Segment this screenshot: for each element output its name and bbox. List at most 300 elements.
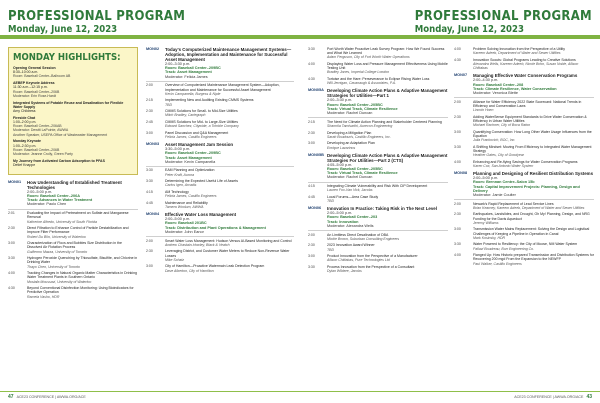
session-room: Room: Baseball 201BC: [165, 221, 207, 226]
talk-author: Felicia James, Castillo Engineers: [165, 134, 217, 139]
talk-row: [146, 264, 294, 272]
talk-body: [473, 253, 594, 266]
talk-author: Jeremy Williams: [473, 220, 499, 225]
talk-title: An Limitless Direct Desalination of DBA: [327, 232, 389, 237]
session-title: Innovation In Practice: Taking Risk in The Next Level: [327, 206, 437, 212]
talk-body: [473, 130, 594, 143]
session-block: [308, 206, 448, 273]
talk-body: [27, 271, 138, 284]
session-code: MON05B: [308, 152, 324, 157]
talk-author: Lincoln Hoen: [473, 108, 494, 113]
talk-body: [165, 131, 228, 139]
talk-author: Michael Rachner, City of Boca Raton: [473, 123, 531, 128]
talk-title: Process Innovation from the Perspective of a Consultant: [327, 264, 415, 269]
talk-time: 4:15: [308, 184, 315, 189]
talk-row: [454, 47, 594, 55]
talk-title: Determining the Expected Useful Life of Assets: [165, 179, 238, 184]
talk-time: 2:30: [454, 114, 461, 119]
talk-author: Guillermo Mazza, University of Toronto: [27, 249, 88, 254]
session-divider: [146, 166, 294, 167]
talk-body: [27, 241, 138, 254]
talk-author: Alexandra Wells, Kareem Adeeb, Nicole Brion, Susan Noble, Allison Chittabas: [473, 62, 579, 71]
talk-time: 2:00: [454, 99, 461, 104]
talk-time: 3:30: [454, 242, 461, 247]
session-moderator: Moderator: Felicia James: [165, 74, 208, 79]
session-header: [146, 47, 294, 62]
session-track: Track: Virtual Track, Climate Resilience: [327, 106, 398, 111]
highlight-time: 1:00–2:30 p.m.: [13, 143, 37, 148]
talk-body: [27, 211, 138, 224]
session-room: Room: Baseball Center–205BC: [327, 166, 383, 171]
footer-rule: [0, 391, 300, 392]
page-number: 47: [8, 394, 14, 400]
highlight-extra: Another Speaker, USEPA Office of Wastewater Management: [13, 132, 108, 137]
talk-author: Will Jernigan, Cavanaugh & Associates, P.A.: [327, 81, 397, 86]
session-title: Managing Effective Water Conservation Programs: [473, 73, 578, 79]
talk-time: 2:00: [146, 83, 153, 88]
session-room: Room: Baseball Center–205BC: [327, 102, 383, 107]
talk-time: 3:30: [146, 168, 153, 173]
talk-row: [308, 131, 448, 139]
talk-author: Lauren Fox-Van Vick, Jacobs: [327, 188, 373, 193]
talk-time: 3:00: [454, 227, 461, 232]
talk-title: Leveraging District, and Customer Water Meters to Reduce Non-Revenue Water Losses: [165, 249, 290, 258]
session-block: [146, 47, 294, 139]
talk-row: [308, 195, 448, 203]
talk-time: 2:00: [146, 238, 153, 243]
talk-title: AM Technology: [165, 190, 189, 195]
session-code: MON06: [308, 206, 322, 211]
talk-body: [473, 115, 594, 128]
talk-title: City of Hamilton—Proactive Watermain Leak Detection Program: [165, 264, 265, 269]
session-time: 3:30–5:00 p.m.: [165, 147, 191, 152]
header-stripe: [0, 35, 300, 39]
talk-row: [8, 241, 138, 254]
talk-author: Pallavi Boudreau, Burr Engineering Co.: [473, 246, 535, 251]
session-code: MON02: [146, 47, 160, 51]
talk-author: Enrique Lazarinos: [327, 145, 356, 150]
session-divider: [454, 199, 594, 200]
talk-author: Felicia James, Castillo Engineers: [165, 194, 217, 199]
talk-row: [454, 242, 594, 250]
talk-body: [27, 226, 138, 239]
talk-body: [165, 239, 292, 247]
footer-rule: [300, 391, 600, 392]
talk-title: Developing an Adaptation Plan: [327, 141, 375, 146]
highlight-moderator: Moderator: Dewitt LaPointe, AWWA: [13, 128, 69, 133]
talk-title: Innovation Scouts: Global Programs Leading to Creative Solutions: [473, 57, 576, 62]
talk-row: [8, 211, 138, 224]
session-moderator: Moderator: Paolo Chen: [27, 202, 67, 207]
talk-row: [146, 201, 294, 209]
session-track: Track: Innovation: [327, 219, 359, 224]
talk-body: [327, 184, 427, 192]
talk-author: Karen Cox, San Antonio Water System: [473, 163, 534, 168]
footer-text: ACE23 CONFERENCE | AWWA.ORG/ACE: [514, 395, 584, 399]
talk-body: [327, 77, 429, 85]
talk-title: Adding WaterSense Equipment Standards to Drive Water Conservation & Efficiency in Urban Water Utilities: [473, 114, 587, 123]
talk-author: Julia Frankovich, BOC, Inc.: [473, 138, 516, 143]
session-time: 2:00–4:30 p.m.: [473, 78, 499, 83]
session-meta: [454, 78, 594, 95]
highlight-name: Opening General Session: [13, 66, 56, 70]
talk-row: [454, 130, 594, 143]
session-divider: [8, 209, 138, 210]
talk-row: [454, 253, 594, 266]
talk-title: CMMS Solutions for Mid- to Large-Size Utilities: [165, 119, 238, 124]
talk-title: Panel Discussion and Q&A Management: [165, 130, 229, 135]
talk-body: [165, 179, 238, 187]
highlight-name: AEBEP Keynote Address: [13, 81, 55, 86]
talk-title: Direct Filtration to Enhance Control of Particle Destabilization and Improve Filter Performance: [27, 226, 129, 235]
talk-body: [473, 160, 578, 168]
talk-author: Peter Kraft, Aurora: [165, 172, 195, 177]
talk-author: Kevin Campanella, Burgess & Niple: [165, 91, 221, 96]
talk-body: [165, 190, 217, 198]
talk-body: [327, 62, 448, 75]
talk-title: Alliance for Water Efficiency 2022 State Scorecard: National Trends in Efficiency and Conservation Laws: [473, 99, 582, 108]
talk-time: 3:00: [308, 141, 315, 146]
talk-title: Implementing New and Auditing Existing CMMS Systems: [165, 98, 254, 103]
talk-author: Carlos Igen, Arcadis: [165, 183, 197, 188]
session-moderator: Moderator: John Eanor: [165, 229, 204, 234]
header-stripe: [300, 35, 600, 39]
page-date: Monday, June 12, 2023: [8, 24, 118, 35]
highlight-time: Amy Childress: [13, 109, 36, 114]
talk-title: Water Powered to Resiliency: the City of Moose, NM Water System: [473, 242, 578, 247]
session-track: Track: Asset Management: [165, 70, 212, 75]
talk-title: Local Forums—Area Case Study: [327, 194, 379, 199]
talk-author: Thayo Chen, University of Toronto: [27, 264, 80, 269]
left-column-1: [8, 47, 138, 389]
session-track: Track: Capital Improvement Projects: Planning, Design and Delivery: [473, 184, 580, 193]
highlight-time: 1:00–2:00 p.m.: [13, 120, 37, 125]
talk-author: Adam Ferguson, City of Fort Worth Water Operations: [327, 55, 410, 60]
highlight-name: Monday Keynote: [13, 139, 42, 144]
talk-time: 2:30: [308, 243, 315, 248]
talk-time: 2:45: [146, 119, 153, 124]
session-meta: [308, 98, 448, 115]
talk-body: [165, 109, 238, 117]
talk-body: [27, 286, 138, 299]
talk-row: [308, 265, 448, 273]
session-divider: [146, 236, 294, 237]
session-room: Room: Baseball Center–208: [473, 82, 524, 87]
session-time: 2:00–3:30 p.m.: [165, 62, 191, 66]
talk-row: [8, 226, 138, 239]
session-block: [8, 180, 138, 299]
session-block: [308, 88, 448, 149]
highlight-name: Fireside Chat: [13, 115, 36, 120]
talk-title: Quantifying Conservation: How Long Other Water Usage Influences from the Equation: [473, 129, 592, 138]
session-block: [454, 47, 594, 70]
talk-row: [308, 120, 448, 128]
talk-title: Newark's Rapid Replacement of Lead Service Lines: [473, 201, 554, 206]
session-code: MON03: [146, 142, 160, 147]
talk-time: 3:30: [308, 264, 315, 269]
talk-body: [473, 47, 565, 55]
talk-body: [327, 254, 418, 262]
talk-title: Overview of Computerized Maintenance Management System—Adoption, Implementation and Maintenance for Successful Asset Management: [165, 83, 280, 92]
talk-author: TBD: [327, 199, 334, 204]
talk-author: Robert Du Blin, University of Waterloo: [27, 234, 86, 239]
talk-body: [327, 120, 442, 128]
session-divider: [308, 230, 448, 231]
talk-author: Bradley Jones, Imperial College London: [327, 70, 390, 75]
highlight-time: 11:30 a.m.–12:15 p.m.: [13, 85, 48, 90]
talk-row: [454, 58, 594, 71]
session-code: MON08: [454, 171, 468, 176]
talk-body: [165, 98, 254, 106]
talk-author: TBD: [327, 247, 334, 252]
talk-time: 2:30: [308, 130, 315, 135]
highlight-room: Room: Baseball Center–206AB: [13, 124, 62, 129]
talk-time: 2:30: [8, 226, 15, 231]
talk-row: [308, 47, 448, 60]
session-moderator: Moderator: Veronica Blette: [473, 91, 518, 96]
talk-body: [165, 83, 294, 96]
talk-row: [308, 233, 448, 241]
session-meta: [308, 163, 448, 180]
talk-author: Mostafa Moussavi, University of Waterloo: [27, 279, 92, 284]
talk-author: Sarah Boudouris, Castillo Engineers, Inc.: [327, 134, 391, 139]
talk-row: [146, 98, 294, 106]
talk-row: [308, 77, 448, 85]
right-column-1: [308, 47, 448, 389]
talk-title: Port Worth Water Proactive Leak Survey Program: How We Found Success and What We Learned: [327, 47, 445, 56]
highlight-item: [13, 81, 133, 98]
talk-row: [146, 239, 294, 247]
session-code: MON07: [454, 73, 468, 78]
session-time: 2:00–5:00 p.m.: [473, 176, 499, 181]
talk-time: 2:01: [8, 211, 15, 216]
talk-body: [473, 212, 594, 225]
talk-title: Maintenance and Reliability: [165, 200, 208, 205]
talk-time: 2:00: [308, 232, 315, 237]
talk-time: 4:45: [308, 194, 315, 199]
talk-body: [327, 47, 448, 60]
session-meta: [8, 190, 138, 207]
left-column-2: [146, 47, 294, 389]
left-footer: [0, 391, 300, 403]
session-divider: [308, 182, 448, 183]
talk-body: [327, 243, 375, 251]
highlight-moderator: Moderator: Erin Rose-Hardt: [13, 93, 56, 98]
talk-time: 2:30: [146, 109, 153, 114]
highlight-room: Room: Baseball Center–Ballroom AB: [13, 74, 71, 79]
talk-body: [327, 233, 399, 241]
right-footer: [300, 391, 600, 403]
session-header: [8, 180, 138, 190]
page-number: 43: [586, 394, 592, 400]
talk-author: Mickie Brown, Suburban Consulting Engineers: [327, 236, 400, 241]
left-page-header: [0, 0, 300, 44]
session-divider: [308, 117, 448, 118]
talk-title: Beyond Conventional Disinfection Monitoring: Using Bioindicators for Predictive Operation: [27, 286, 134, 295]
talk-time: 4:30: [8, 286, 15, 291]
session-meta: [146, 217, 294, 234]
talk-row: [8, 256, 138, 269]
talk-row: [454, 100, 594, 113]
highlight-time: 8:30–10:00 a.m.: [13, 70, 39, 75]
talk-body: [327, 265, 414, 273]
highlight-item: [13, 159, 133, 167]
highlight-name: Integrated Systems of Potable Reuse and Desalination for Flexible Water Supply: [13, 100, 124, 109]
talk-time: 2:15: [146, 98, 153, 103]
talk-time: 3:30: [454, 144, 461, 149]
talk-author: Allison Chittabas, Pure Technologies Ltd: [327, 258, 390, 263]
talk-author: Ramela Vasho, HDR: [27, 294, 60, 299]
talk-time: 4:00: [454, 253, 461, 258]
session-room: Room: Baseball Center–209BC: [165, 151, 221, 156]
talk-body: [327, 141, 375, 149]
talk-body: [473, 145, 594, 158]
right-page-header: [300, 0, 600, 44]
right-column-2: [454, 47, 594, 389]
session-track: Track: Asset Management: [165, 155, 212, 160]
session-meta: [146, 62, 294, 79]
talk-body: [327, 131, 391, 139]
session-divider: [454, 97, 594, 98]
talk-time: 4:30: [308, 77, 315, 81]
highlight-item: [13, 66, 133, 79]
session-header: [308, 88, 448, 98]
session-moderator: Moderator: Alexandra Wells: [327, 223, 374, 228]
talk-time: 3:30: [8, 256, 15, 261]
talk-body: [327, 195, 378, 203]
footer-text: ACE23 CONFERENCE | AWWA.ORG/ACE: [16, 395, 86, 399]
talk-row: [454, 212, 594, 225]
talk-title: Integrating Climate Vulnerability and Risk With CIP Development: [327, 184, 428, 189]
session-track: Track: Virtual Track, Climate Resilience: [327, 171, 398, 176]
highlight-moderator: Moderator: Jeanne Crolly, Green Party: [13, 152, 73, 157]
talk-author: Mike Schatz: [165, 257, 185, 262]
talk-title: Displaying Water Loss and Pressure Management Effectiveness Using Mobile Testing Unit: [327, 62, 448, 71]
talk-row: [308, 254, 448, 262]
session-meta: [454, 176, 594, 197]
session-time: 2:00–5:00 p.m.: [27, 189, 53, 194]
talk-row: [146, 109, 294, 117]
talk-body: [165, 201, 208, 209]
talk-row: [146, 120, 294, 128]
talk-time: 3:00: [146, 130, 153, 135]
talk-title: Earthquakes, Landslides, and Drought, Oh My! Planning, Design, and NRG Funding for the Davis Aqueduct: [473, 212, 590, 221]
session-block: [454, 73, 594, 168]
talk-author: Mark Kosinsky, HDR: [473, 235, 506, 240]
talk-time: 3:00: [308, 254, 315, 259]
session-room: Room: Brennan Centre–Salon 15b: [473, 180, 535, 185]
session-block: [146, 142, 294, 209]
session-time: 4:05–5:00 p.m.: [327, 162, 353, 167]
session-code: MON04: [146, 212, 160, 217]
talk-title: Transmission Water Mains Replacement: Solving the Design and Logistical Challenges of Keeping a Pipeline in Operation in Canal: [473, 227, 590, 236]
highlights-title: MONDAY HIGHLIGHTS:: [13, 52, 121, 63]
session-block: [146, 212, 294, 273]
session-title: Planning and Designing of Resilient Distribution Systems: [473, 171, 594, 177]
talk-row: [454, 227, 594, 240]
talk-row: [454, 160, 594, 168]
talk-title: Tracking Changes in Natural Organic Matter Characteristics in Drinking Water Treatment Plants in Southern Ontario: [27, 271, 137, 280]
talk-author: Edward Sanchez, Citywide, a Trimble Company: [165, 124, 239, 129]
talk-title: Product Innovation from the Perspective of a Manufacturer: [327, 254, 418, 259]
talk-title: Enhancing and Re-flying Savings for Water Conservation Programs: [473, 159, 578, 164]
talk-title: Flanged Up: How Historic prepared Transmission and Distribution Systems for Recovering 200 mgd From the Expansion to the NEWFP: [473, 253, 594, 262]
session-code: MON05A: [308, 88, 324, 93]
session-time: 2:00–5:00 p.m.: [327, 211, 353, 216]
talk-time: 3:30: [146, 179, 153, 184]
highlights-box: [8, 47, 138, 175]
talk-title: Problem Solving Innovation from the Perspective of a Utility: [473, 47, 566, 51]
talk-row: [454, 202, 594, 210]
talk-row: [146, 131, 294, 139]
session-meta: [308, 211, 448, 228]
talk-body: [473, 58, 594, 71]
talk-row: [8, 286, 138, 299]
highlight-item: [13, 101, 133, 114]
highlight-item: [13, 139, 133, 156]
talk-body: [473, 202, 584, 210]
session-track: Track: Climate Resilience, Water Conservation: [473, 86, 557, 91]
talk-time: 2:00: [454, 201, 461, 206]
talk-body: [165, 249, 294, 262]
session-time: 2:00–5:00 p.m.: [165, 217, 191, 222]
talk-row: [454, 115, 594, 128]
page-title: PROFESSIONAL PROGRAM: [414, 9, 592, 24]
talk-time: 4:45: [146, 200, 153, 205]
session-block: [308, 153, 448, 204]
talk-row: [146, 168, 294, 176]
session-moderator: Moderator: Kevin Campanella: [165, 159, 216, 164]
talk-time: 4:00: [8, 271, 15, 276]
talk-title: The Need for Climate Action Planning and Stakeholder Centered Planning: [327, 119, 442, 124]
session-room: Room: Baseball Center–203: [327, 215, 378, 220]
talk-author: Andrew Chastain-Howley, Black & Veatch: [165, 242, 230, 247]
session-title: How Understanding of Established Treatment Technologies: [27, 179, 122, 190]
highlight-time: Detlef Knappe: [13, 163, 36, 168]
talk-author: Dylan Wildere, Jacobs: [327, 269, 362, 274]
talk-body: [165, 264, 264, 272]
talk-time: 2:30: [454, 212, 461, 217]
talk-time: 4:15: [146, 190, 153, 195]
talk-row: [308, 184, 448, 192]
session-block: [454, 171, 594, 266]
talk-author: Kareem Adeeb, Department of Water and Sewer Utilities: [473, 51, 561, 56]
highlight-room: Room: Baseball Center–206B: [13, 89, 60, 94]
talk-title: CMMS Solutions for Small- to Mid-Size Utilities: [165, 109, 238, 114]
talk-title: EAM Planning and Optimization: [165, 168, 215, 173]
talk-body: [473, 242, 577, 250]
talk-author: Tamera Woolum, AWWA: [165, 205, 204, 210]
talk-title: Smart Water Loss Management: Hudson Versus AI-Based Monitoring and Control: [165, 238, 292, 243]
talk-author: Paul Walker, Castillo Engineers: [473, 261, 522, 266]
session-moderator: Moderator: Jamie Coulter: [473, 192, 516, 197]
session-room: Room: Baseball Center–206A: [27, 194, 80, 199]
session-title: Today's Computerized Maintenance Management Systems—Adoption, Implementation and Maintenance for Successful Asset Management: [165, 47, 292, 62]
talk-author: Brian Kearney, Kareem Adeeb, Department of Water and Sewer Utilities: [473, 205, 585, 210]
talk-time: 3:00: [454, 129, 461, 134]
talk-title: Developing a Mitigation Plan: [327, 130, 372, 135]
talk-row: [308, 243, 448, 251]
talk-title: Characterization of Flocs and Bubbles Size Distribution in the Dissolved Air Flotation Process: [27, 241, 122, 250]
session-title: Developing Climate Action Plans & Adaptive Management Strategies For Utilities—Part 2 (CTS): [327, 152, 448, 163]
talk-row: [146, 83, 294, 96]
talk-row: [146, 179, 294, 187]
session-title: Developing Climate Action Plans & Adaptive Management Strategies for Utilities—Part 1: [327, 88, 448, 99]
talk-row: [8, 271, 138, 284]
session-divider: [146, 81, 294, 82]
talk-time: 3:00: [146, 264, 153, 269]
highlight-name: My Journey from Activated Carbon Adsorption to PFAS: [13, 158, 105, 163]
